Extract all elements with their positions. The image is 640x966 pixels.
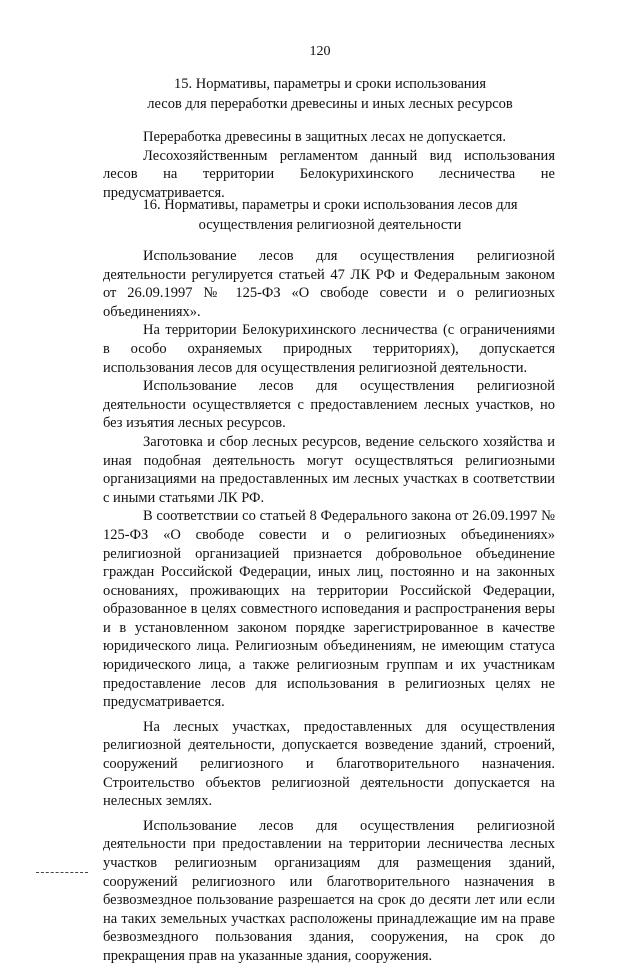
- footer-rule: [36, 872, 88, 873]
- paragraph: Заготовка и сбор лесных ресурсов, ведение сельского хозяйства и иная подобная деятельность могут осуществляться религиозными организациями на предоставленных им лесных участках в соответствии с иными статьями ЛК РФ.: [103, 433, 555, 506]
- paragraph: Использование лесов для осуществления религиозной деятельности при предоставлении на территории лесничества лесных участков религиозным организациям для размещения зданий, сооружений религиозного или благотворительного назначения в безвозмездное пользование разрешается на срок до десяти лет или если на таких земельных участках расположены принадлежащие им на праве безвозмездного пользования здания, сооружения, на срок до прекращения прав на указанные здания, сооружения.: [103, 817, 555, 964]
- paragraph: Использование лесов для осуществления религиозной деятельности регулируется статьей 47 ЛК РФ и Федеральным законом от 26.09.1997 № 125-ФЗ «О свободе совести и о религиозных объединениях».: [103, 248, 555, 320]
- section-16-title: [120, 195, 540, 235]
- section-16-body: [103, 247, 555, 966]
- section-15-title-line-2: лесов для переработки древесины и иных лесных ресурсов: [147, 96, 513, 112]
- section-15-title-line-1: 15. Нормативы, параметры и сроки использования: [174, 76, 486, 92]
- section-15-body: [103, 128, 555, 202]
- page-number: 120: [309, 44, 331, 59]
- section-16-title-line-2: осуществления религиозной деятельности: [198, 217, 462, 233]
- section-16-title-line-1: 16. Нормативы, параметры и сроки использования лесов для: [142, 197, 518, 213]
- paragraph: Использование лесов для осуществления религиозной деятельности осуществляется с предоставлением лесных участков, но без изъятия лесных ресурсов.: [103, 378, 555, 432]
- paragraph: В соответствии со статьей 8 Федерального закона от 26.09.1997 № 125-ФЗ «О свободе совести и о религиозных объединениях» религиозной организацией признается добровольное объединение граждан Российской Федерации, иных лиц, постоянно и на законных основаниях, проживающих на территории Российской Федерации, образованное в целях совместного исповедания и распространения веры и в установленном законом порядке зарегистрированное в качестве юридического лица. Религиозным объединениям, не имеющим статуса юридического лица, а также религиозным группам и их участникам предоставление лесов для использования в религиозных целях не предусматривается.: [103, 508, 555, 711]
- section-15-title: [120, 74, 540, 114]
- paragraph: Переработка древесины в защитных лесах не допускается.: [143, 129, 506, 145]
- paragraph: Лесохозяйственным регламентом данный вид использования лесов на территории Белокурихинского лесничества не предусматривается.: [103, 147, 555, 201]
- paragraph: На территории Белокурихинского лесничества (с ограничениями в особо охраняемых природных территориях), допускается использования лесов для осуществления религиозной деятельности.: [103, 322, 555, 376]
- paragraph: На лесных участках, предоставленных для осуществления религиозной деятельности, допускается возведение зданий, строений, сооружений религиозного и благотворительного назначения. Строительство объектов религиозной деятельности допускается на нелесных землях.: [103, 718, 555, 810]
